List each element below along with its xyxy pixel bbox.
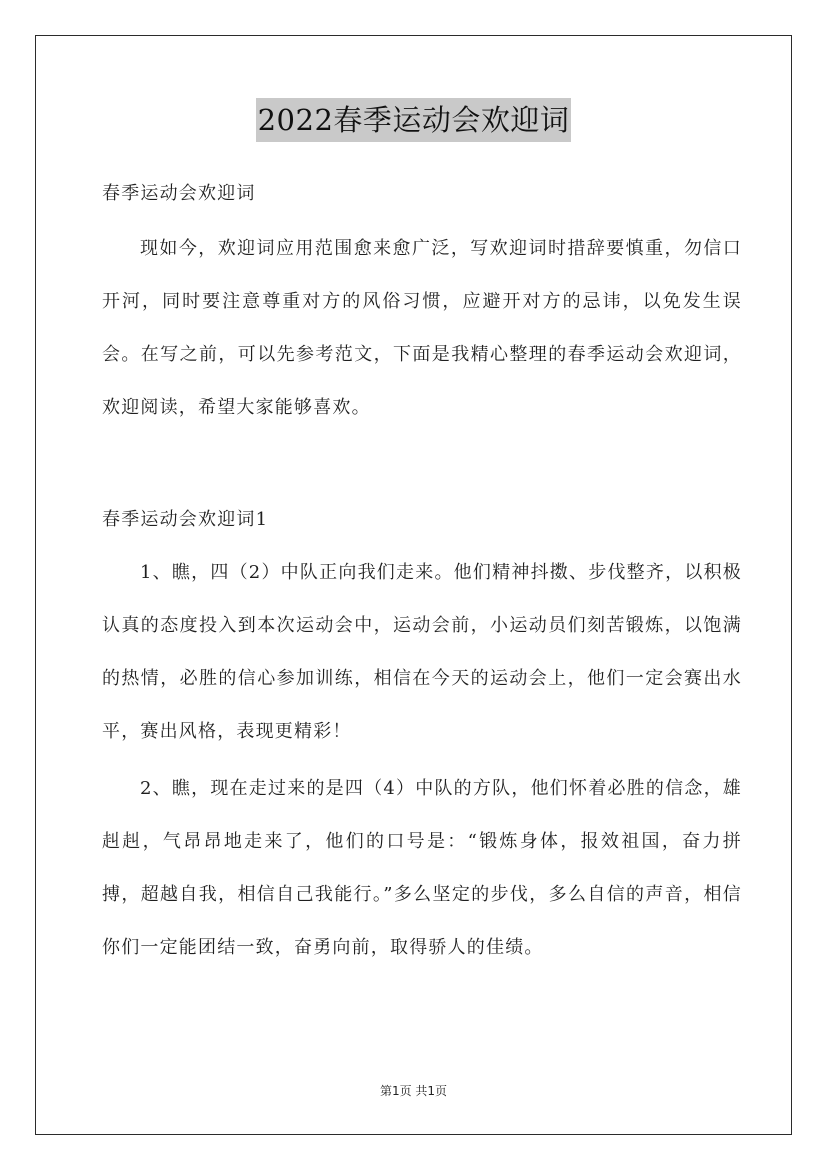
body-paragraph-1: 1、瞧，四（2）中队正向我们走来。他们精神抖擞、步伐整齐，以积极认真的态度投入到本次运动会中，运动会前，小运动员们刻苦锻炼，以饱满的热情，必胜的信心参加训练，相信在今天的运动会上，他们一定会赛出水平，赛出风格，表现更精彩！ [102, 562, 742, 742]
document-title: 2022春季运动会欢迎词 [256, 98, 572, 142]
intro-paragraph: 现如今，欢迎词应用范围愈来愈广泛，写欢迎词时措辞要慎重，勿信口开河，同时要注意尊重对方的风俗习惯，应避开对方的忌讳，以免发生误会。在写之前，可以先参考范文，下面是我精心整理的春季运动会欢迎词，欢迎阅读，希望大家能够喜欢。 [102, 238, 742, 418]
body-paragraph-2: 2、瞧，现在走过来的是四（4）中队的方队，他们怀着必胜的信念，雄赳赳，气昂昂地走来了，他们的口号是：“锻炼身体，报效祖国，奋力拼搏，超越自我，相信自己我能行。”多么坚定的步伐，多么自信的声音，相信你们一定能团结一致，奋勇向前，取得骄人的佳绩。 [102, 778, 742, 958]
page-footer: 第1页 共1页 [379, 1084, 448, 1098]
section-heading: 春季运动会欢迎词1 [102, 509, 269, 530]
intro-heading: 春季运动会欢迎词 [102, 183, 256, 204]
title-container [0, 98, 827, 142]
